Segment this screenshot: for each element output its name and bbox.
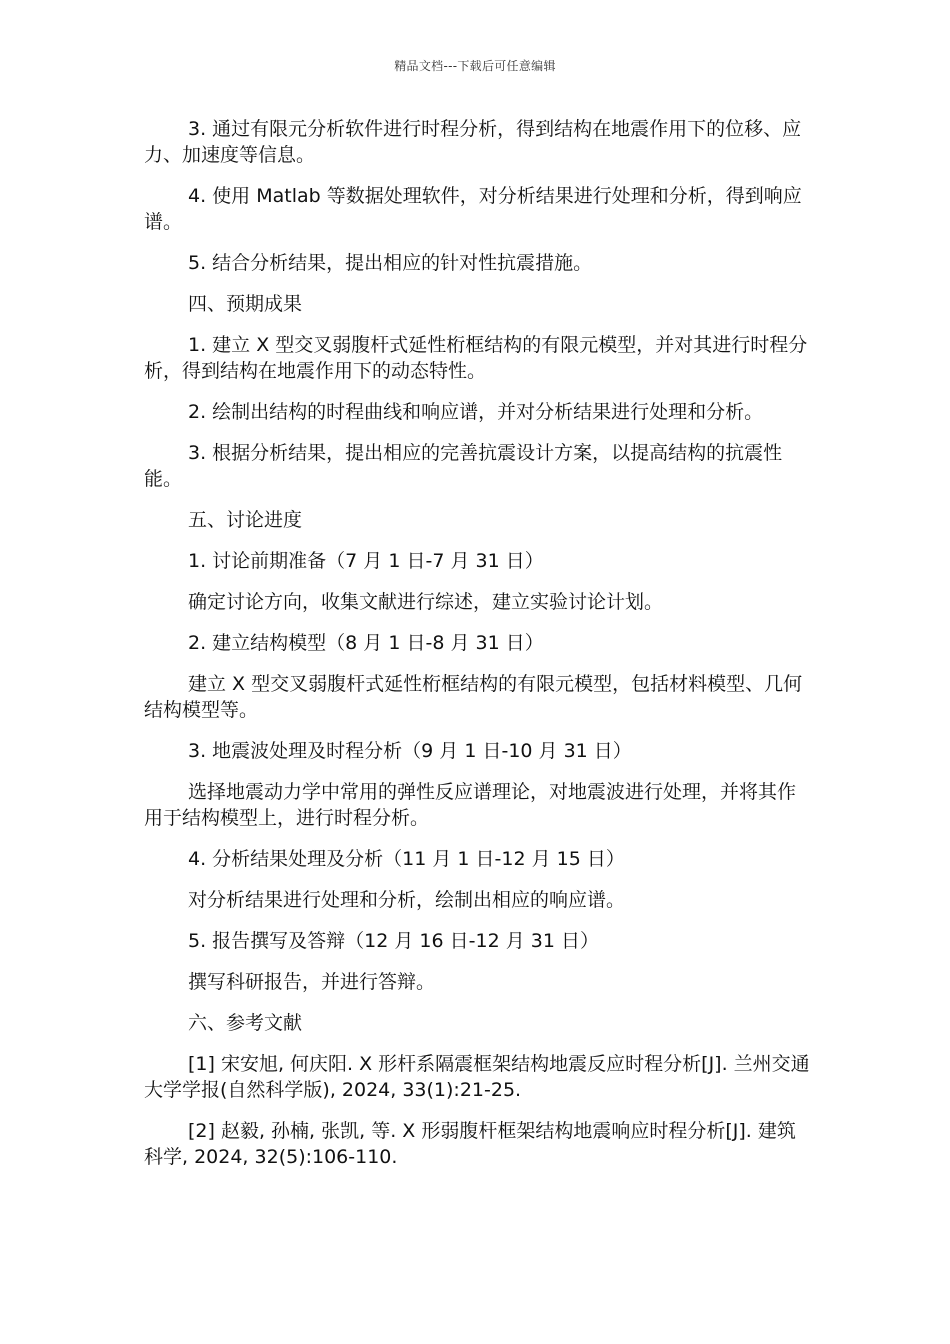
expected-result-2: 2. 绘制出结构的时程曲线和响应谱，并对分析结果进行处理和分析。 [188,401,764,423]
section-heading-references: 六、参考文献 [188,1012,303,1034]
progress-item-5: 5. 报告撰写及答辩（12 月 16 日-12 月 31 日） [188,930,599,952]
step-5-paragraph: 5. 结合分析结果，提出相应的针对性抗震措施。 [188,252,593,274]
section-heading-progress: 五、讨论进度 [188,509,303,531]
progress-item-2: 2. 建立结构模型（8 月 1 日-8 月 31 日） [188,632,544,654]
progress-item-4-detail: 对分析结果进行处理和分析，绘制出相应的响应谱。 [188,889,626,911]
reference-2: [2] 赵毅, 孙楠, 张凯, 等. X 形弱腹杆框架结构地震响应时程分析[J]. 建筑科学, 2024, 32(5):106-110. [144,1120,796,1168]
document-body [144,116,814,1185]
expected-result-3: 3. 根据分析结果，提出相应的完善抗震设计方案，以提高结构的抗震性能。 [144,442,783,490]
progress-item-1-detail: 确定讨论方向，收集文献进行综述，建立实验讨论计划。 [188,591,664,613]
step-4-paragraph: 4. 使用 Matlab 等数据处理软件，对分析结果进行处理和分析，得到响应谱。 [144,185,802,233]
progress-item-3-detail: 选择地震动力学中常用的弹性反应谱理论，对地震波进行处理，并将其作用于结构模型上，进行时程分析。 [144,781,797,829]
step-3-paragraph: 3. 通过有限元分析软件进行时程分析，得到结构在地震作用下的位移、应力、加速度等信息。 [144,118,802,166]
reference-1: [1] 宋安旭, 何庆阳. X 形杆系隔震框架结构地震反应时程分析[J]. 兰州交通大学学报(自然科学版), 2024, 33(1):21-25. [144,1053,810,1101]
progress-item-2-detail: 建立 X 型交叉弱腹杆式延性桁框结构的有限元模型，包括材料模型、几何结构模型等。 [144,673,803,721]
progress-item-4: 4. 分析结果处理及分析（11 月 1 日-12 月 15 日） [188,848,625,870]
progress-item-1: 1. 讨论前期准备（7 月 1 日-7 月 31 日） [188,550,544,572]
expected-result-1: 1. 建立 X 型交叉弱腹杆式延性桁框结构的有限元模型，并对其进行时程分析，得到结构在地震作用下的动态特性。 [144,334,808,382]
progress-item-3: 3. 地震波处理及时程分析（9 月 1 日-10 月 31 日） [188,740,632,762]
section-heading-expected-results: 四、预期成果 [188,293,303,315]
progress-item-5-detail: 撰写科研报告，并进行答辩。 [188,971,436,993]
page-header: 精品文档---下载后可任意编辑 [394,59,556,73]
